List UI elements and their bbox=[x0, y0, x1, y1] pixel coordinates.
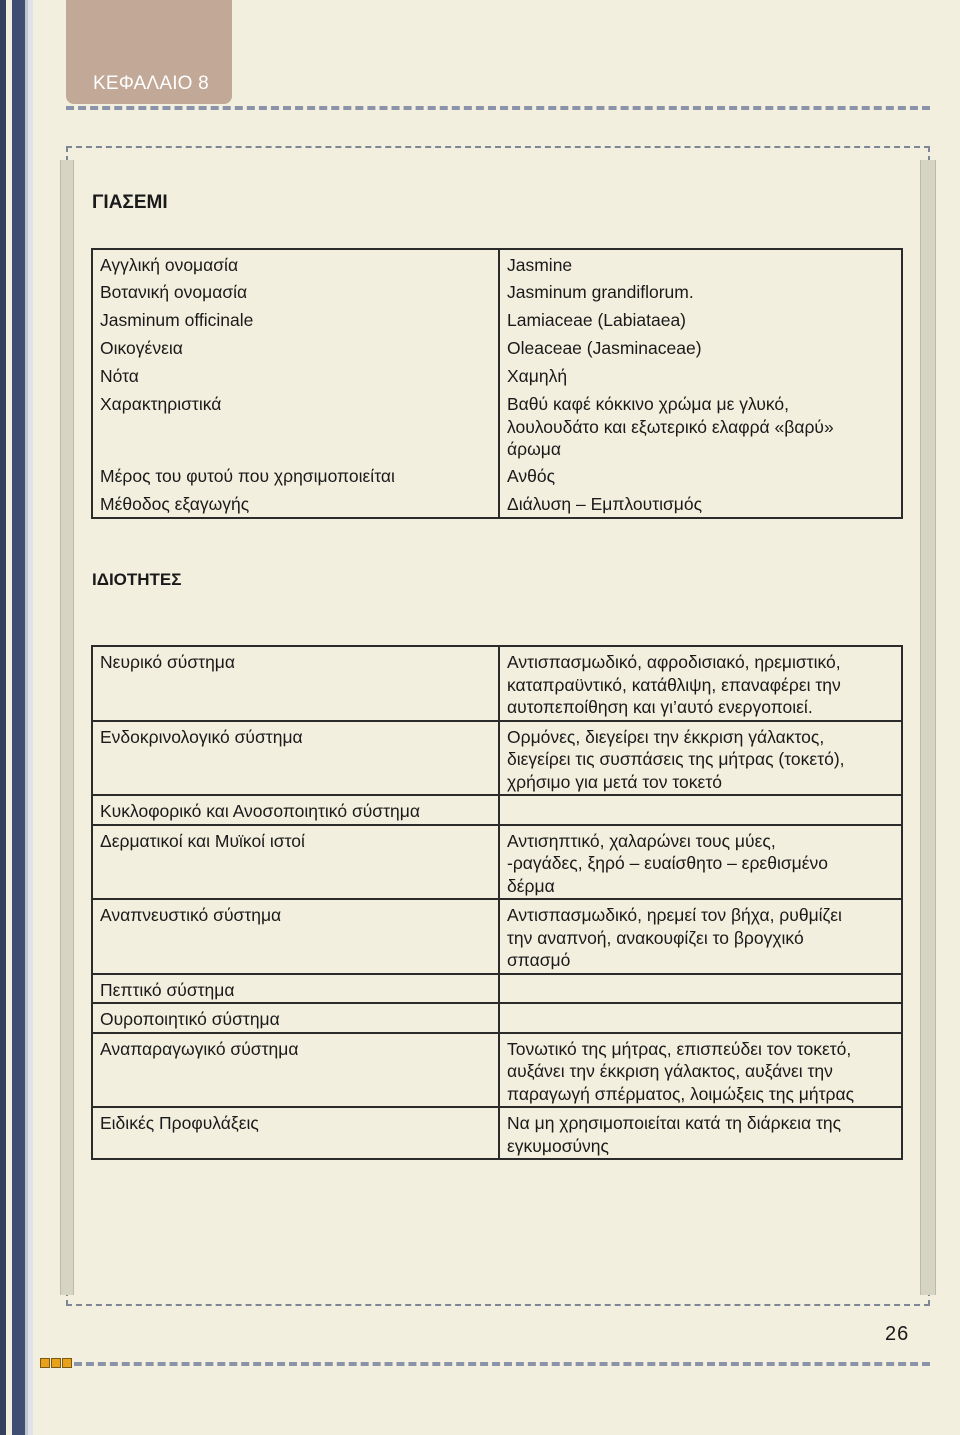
table-row bbox=[92, 277, 902, 305]
property-system: Αναπαραγωγικό σύστημα bbox=[92, 1033, 499, 1108]
left-decorative-bar bbox=[28, 0, 33, 1435]
property-effect: Ορμόνες, διεγείρει την έκκριση γάλακτος, διεγείρει τις συσπάσεις της μήτρας (τοκετό), χρήσιμο για μετά τον τοκετό bbox=[499, 721, 902, 796]
property-system: Δερματικοί και Μυϊκοί ιστοί bbox=[92, 825, 499, 900]
table-row bbox=[92, 646, 902, 721]
info-table bbox=[91, 248, 903, 519]
info-value: Ανθός bbox=[507, 465, 556, 486]
properties-table bbox=[91, 645, 903, 1160]
info-label: Αγγλική ονομασία bbox=[92, 249, 499, 277]
table-row bbox=[92, 795, 902, 825]
table-row bbox=[92, 825, 902, 900]
table-row bbox=[92, 389, 902, 461]
info-value: Βαθύ καφέ κόκκινο χρώμα με γλυκό, λουλουδάτο και εξωτερικό ελαφρά «βαρύ» άρωμα bbox=[507, 394, 834, 459]
info-value: Lamiaceae (Labiataea) bbox=[507, 310, 687, 330]
info-value: Oleaceae (Jasminaceae) bbox=[507, 338, 702, 358]
table-row bbox=[92, 361, 902, 389]
property-system: Ουροποιητικό σύστημα bbox=[92, 1003, 499, 1033]
property-effect bbox=[499, 795, 902, 825]
table-row bbox=[92, 249, 902, 277]
property-system: Κυκλοφορικό και Ανοσοποιητικό σύστημα bbox=[92, 795, 499, 825]
table-row bbox=[92, 489, 902, 519]
footer-square-icon bbox=[51, 1358, 61, 1368]
properties-title: ΙΔΙΟΤΗΤΕΣ bbox=[92, 570, 182, 589]
table-row bbox=[92, 974, 902, 1004]
chapter-tab bbox=[66, 0, 232, 104]
property-effect bbox=[499, 1003, 902, 1033]
table-row bbox=[92, 333, 902, 361]
chapter-label: ΚΕΦΑΛΑΙΟ 8 bbox=[93, 73, 209, 94]
table-row bbox=[92, 1003, 902, 1033]
table-row bbox=[92, 1107, 902, 1159]
info-label: Οικογένεια bbox=[92, 333, 499, 361]
table-row bbox=[92, 461, 902, 489]
info-label: Μέθοδος εξαγωγής bbox=[92, 489, 499, 519]
page-number: 26 bbox=[885, 1323, 910, 1345]
property-system: Ειδικές Προφυλάξεις bbox=[92, 1107, 499, 1159]
info-value: Χαμηλή bbox=[507, 366, 568, 386]
footer-square-icon bbox=[40, 1358, 50, 1368]
header-divider bbox=[66, 106, 930, 110]
info-value: Διάλυση – Εμπλουτισμός bbox=[507, 493, 703, 514]
left-decorative-bar bbox=[0, 0, 6, 1435]
property-system: Αναπνευστικό σύστημα bbox=[92, 899, 499, 974]
info-label: Jasminum officinale bbox=[92, 305, 499, 333]
property-system: Πεπτικό σύστημα bbox=[92, 974, 499, 1004]
property-effect: Αντισπασμωδικό, ηρεμεί τον βήχα, ρυθμίζει την αναπνοή, ανακουφίζει το βρογχικό σπασμό bbox=[499, 899, 902, 974]
content-frame-bottom bbox=[66, 1304, 930, 1306]
property-effect bbox=[499, 974, 902, 1004]
page-title: ΓΙΑΣΕΜΙ bbox=[92, 192, 168, 213]
property-effect: Τονωτικό της μήτρας, επισπεύδει τον τοκετό, αυξάνει την έκκριση γάλακτος, αυξάνει την παραγωγή σπέρματος, λοιμώξεις της μήτρας bbox=[499, 1033, 902, 1108]
left-decorative-bar bbox=[12, 0, 25, 1435]
property-effect: Αντισπασμωδικό, αφροδισιακό, ηρεμιστικό, καταπραϋντικό, κατάθλιψη, επαναφέρει την αυτοπεποίθηση και γι’αυτό ενεργοποιεί. bbox=[499, 646, 902, 721]
footer-divider bbox=[74, 1362, 930, 1366]
footer-square-icon bbox=[62, 1358, 72, 1368]
info-label: Χαρακτηριστικά bbox=[92, 389, 499, 461]
info-label: Νότα bbox=[92, 361, 499, 389]
property-system: Ενδοκρινολογικό σύστημα bbox=[92, 721, 499, 796]
table-row bbox=[92, 721, 902, 796]
property-effect: Αντισηπτικό, χαλαρώνει τους μύες, -ραγάδες, ξηρό – ευαίσθητο – ερεθισμένο δέρμα bbox=[499, 825, 902, 900]
content-frame-top bbox=[66, 146, 930, 148]
info-label: Μέρος του φυτού που χρησιμοποιείται bbox=[92, 461, 499, 489]
table-row bbox=[92, 305, 902, 333]
property-effect: Να μη χρησιμοποιείται κατά τη διάρκεια της εγκυμοσύνης bbox=[499, 1107, 902, 1159]
property-system: Νευρικό σύστημα bbox=[92, 646, 499, 721]
content-side-bar-right bbox=[920, 160, 936, 1295]
info-value: Jasminum grandiflorum. bbox=[507, 282, 694, 302]
info-label: Βοτανική ονομασία bbox=[92, 277, 499, 305]
info-value: Jasmine bbox=[507, 255, 573, 275]
content-side-bar-left bbox=[60, 160, 74, 1295]
table-row bbox=[92, 1033, 902, 1108]
table-row bbox=[92, 899, 902, 974]
